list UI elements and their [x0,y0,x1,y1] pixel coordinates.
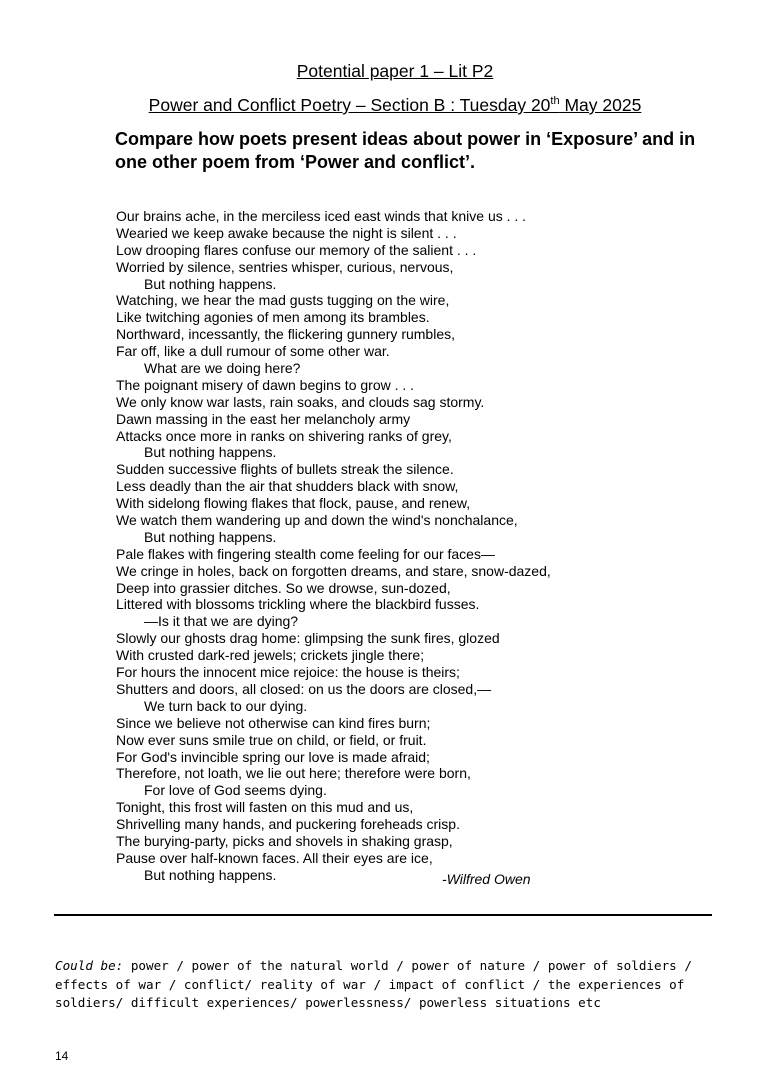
poem-line: Dawn massing in the east her melancholy army [116,410,411,427]
poem-line: Littered with blossoms trickling where the blackbird fusses. [116,596,480,613]
poem-line: But nothing happens. [144,866,277,883]
poem-line: The burying-party, picks and shovels in shaking grasp, [116,832,453,849]
poem-line: Less deadly than the air that shudders black with snow, [116,478,459,495]
poem-line: With sidelong flowing flakes that flock, pause, and renew, [116,495,471,512]
poem-line: Deep into grassier ditches. So we drowse, sun-dozed, [116,579,451,596]
page-title: Potential paper 1 – Lit P2 [296,61,494,81]
note-text: power / power of the natural world / power of nature / power of soldiers / effects of war / conflict/ reality of war / impact of conflict / the experiences of soldiers/ difficult experiences/ powerlessness/ powerless situations etc [55,958,692,1010]
poem-line: The poignant misery of dawn begins to grow . . . [116,376,415,393]
poem-line: We only know war lasts, rain soaks, and clouds sag stormy. [116,393,485,410]
poem-line: Now ever suns smile true on child, or field, or fruit. [116,731,427,748]
poem-line: Pause over half-known faces. All their eyes are ice, [116,849,433,866]
poem-line: But nothing happens. [144,444,277,461]
poem-line: Pale flakes with fingering stealth come feeling for our faces— [116,545,495,562]
poem-line: For hours the innocent mice rejoice: the house is theirs; [116,664,460,681]
poem-line: What are we doing here? [144,360,301,377]
poem-line: Sudden successive flights of bullets streak the silence. [116,461,454,478]
exam-question: Compare how poets present ideas about power in ‘Exposure’ and in one other poem from ‘Power and conflict’. [115,129,696,172]
poem-author: -Wilfred Owen [442,871,531,887]
poem-line: Shrivelling many hands, and puckering foreheads crisp. [116,816,460,833]
poem-line: Worried by silence, sentries whisper, curious, nervous, [116,258,454,275]
page-number: 14 [55,1049,69,1063]
poem-line: Attacks once more in ranks on shivering ranks of grey, [116,427,452,444]
poem-line: Low drooping flares confuse our memory of the salient . . . [116,241,477,258]
could-be-note [55,957,715,1013]
poem-line: —Is it that we are dying? [144,613,299,630]
poem-line: For love of God seems dying. [144,782,327,799]
poem-line: Since we believe not otherwise can kind fires burn; [116,714,431,731]
note-lead: Could be: [55,958,124,973]
poem-line: But nothing happens. [144,275,277,292]
poem-line: Like twitching agonies of men among its brambles. [116,309,430,326]
subtitle-ordinal-suffix: th [550,95,560,108]
poem-line: But nothing happens. [144,528,277,545]
poem-line: We watch them wandering up and down the wind's nonchalance, [116,512,518,529]
subtitle-prefix: Power and Conflict Poetry – Section B : Tuesday 20 [148,95,551,115]
poem-line: We cringe in holes, back on forgotten dreams, and stare, snow-dazed, [116,562,551,579]
poem-line: We turn back to our dying. [144,697,308,714]
poem-line: Therefore, not loath, we lie out here; therefore were born, [116,765,471,782]
poem-line: For God's invincible spring our love is made afraid; [116,748,430,765]
poem-line: Watching, we hear the mad gusts tugging on the wire, [116,292,450,309]
subtitle-suffix: May 2025 [559,95,642,115]
page-subtitle [0,94,780,116]
poem-exposure [116,208,716,884]
poem-line: Our brains ache, in the merciless iced east winds that knive us . . . [116,208,527,224]
divider [54,914,712,916]
poem-line: Far off, like a dull rumour of some other war. [116,343,390,360]
poem-line: Tonight, this frost will fasten on this mud and us, [116,799,414,816]
poem-line: With crusted dark-red jewels; crickets jingle there; [116,647,425,664]
poem-line: Shutters and doors, all closed: on us the doors are closed,— [116,680,492,697]
poem-line: Slowly our ghosts drag home: glimpsing the sunk fires, glozed [116,630,500,647]
poem-line: Northward, incessantly, the flickering gunnery rumbles, [116,326,456,343]
poem-line: Wearied we keep awake because the night is silent . . . [116,224,457,241]
